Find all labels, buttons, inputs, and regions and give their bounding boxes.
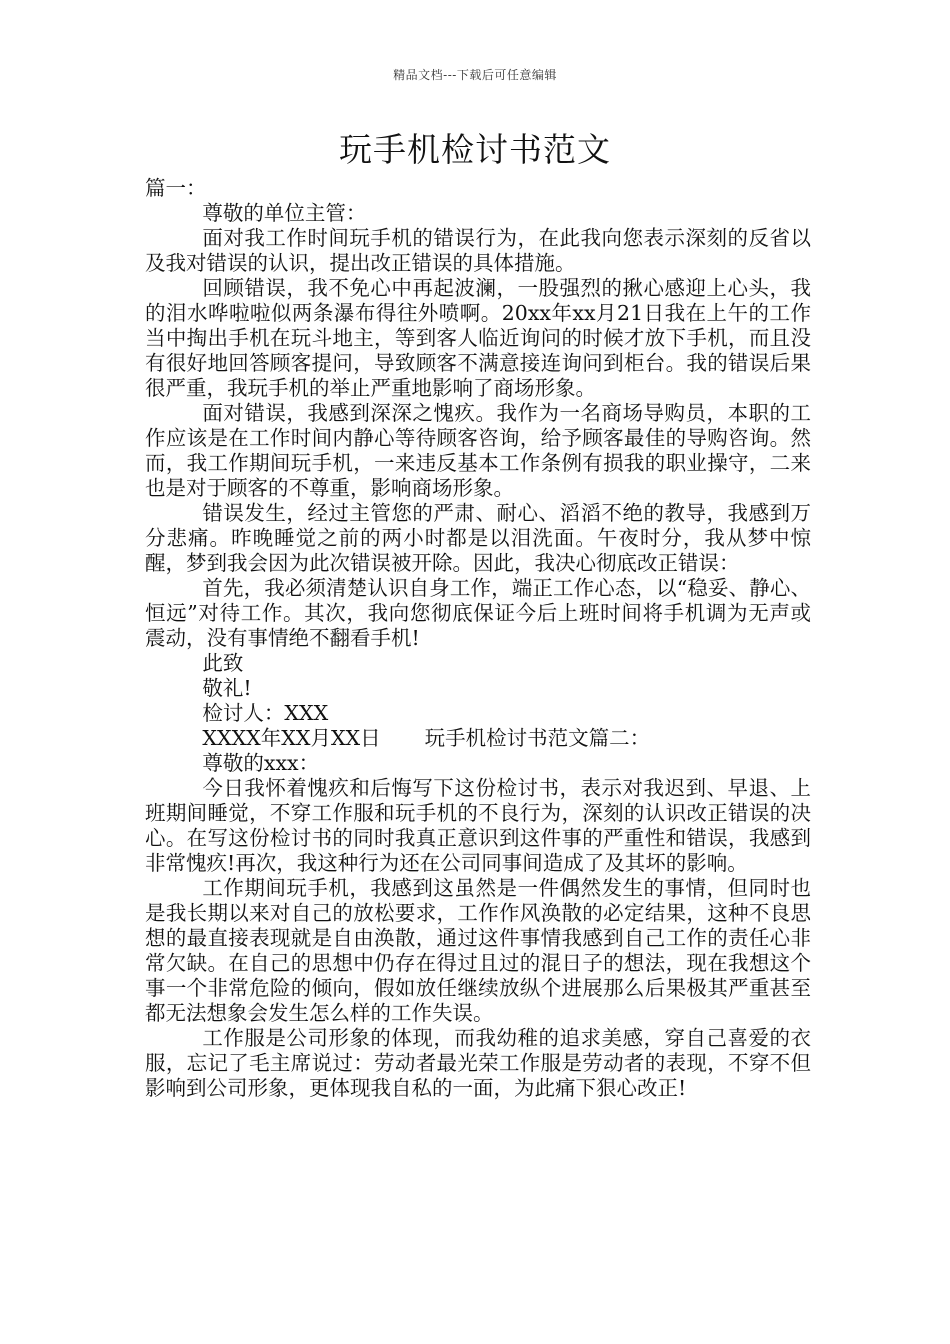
section-label: 篇一： <box>145 176 207 200</box>
closing-line: 此致 <box>202 651 244 675</box>
paragraph: 工作服是公司形象的体现，而我幼稚的追求美感，穿自己喜爱的衣服，忘记了毛主席说过：劳动者最光荣工作服是劳动者的表现，不穿不但影响到公司形象，更体现我自私的一面，为此痛下狠心改正! <box>145 1026 811 1100</box>
paragraph: 首先，我必须清楚认识自身工作，端正工作心态，以“稳妥、静心、恒远”对待工作。其次，我向您彻底保证今后上班时间将手机调为无声或震动，没有事情绝不翻看手机! <box>145 576 811 650</box>
paragraph: 工作期间玩手机，我感到这虽然是一件偶然发生的事情，但同时也是我长期以来对自己的放松要求，工作作风涣散的必定结果，这种不良思想的最直接表现就是自由涣散，通过这件事情我感到自己工作的责任心非常欠缺。在自己的思想中仍存在得过且过的混日子的想法，现在我想这个事一个非常危险的倾向，假如放任继续放纵个进展那么后果极其严重甚至都无法想象会发生怎么样的工作失误。 <box>145 876 811 1025</box>
closing-line: 敬礼! <box>202 676 252 700</box>
date: XXXX年XX月XX日 <box>202 726 381 750</box>
page-title: 玩手机检讨书范文 <box>339 130 611 169</box>
signer-line: 检讨人：XXX <box>202 701 329 725</box>
header-note: 精品文档---下载后可任意编辑 <box>393 68 557 82</box>
paragraph: 面对错误，我感到深深之愧疚。我作为一名商场导购员，本职的工作应该是在工作时间内静心等待顾客咨询，给予顾客最佳的导购咨询。然而，我工作期间玩手机，一来违反基本工作条例有损我的职业操守，二来也是对于顾客的不尊重，影响商场形象。 <box>145 401 811 500</box>
paragraph: 今日我怀着愧疚和后悔写下这份检讨书，表示对我迟到、早退、上班期间睡觉，不穿工作服和玩手机的不良行为，深刻的认识改正错误的决心。在写这份检讨书的同时我真正意识到这件事的严重性和错误，我感到非常愧疚!再次，我这种行为还在公司同事间造成了及其坏的影响。 <box>145 776 811 875</box>
salutation: 尊敬的单位主管： <box>202 201 367 225</box>
document-body <box>145 176 811 1101</box>
salutation: 尊敬的xxx： <box>202 751 320 775</box>
paragraph: 错误发生，经过主管您的严肃、耐心、滔滔不绝的教导，我感到万分悲痛。昨晚睡觉之前的两小时都是以泪洗面。午夜时分，我从梦中惊醒，梦到我会因为此次错误被开除。因此，我决心彻底改正错误： <box>145 501 811 575</box>
date-line <box>145 726 811 751</box>
section-heading: 玩手机检讨书范文篇二： <box>424 726 651 750</box>
paragraph: 回顾错误，我不免心中再起波澜，一股强烈的揪心感迎上心头，我的泪水哗啦啦似两条瀑布得往外喷啊。20xx年xx月21日我在上午的工作当中掏出手机在玩斗地主，等到客人临近询问的时候才放下手机，而且没有很好地回答顾客提问，导致顾客不满意接连询问到柜台。我的错误后果很严重，我玩手机的举止严重地影响了商场形象。 <box>145 276 811 400</box>
paragraph: 面对我工作时间玩手机的错误行为，在此我向您表示深刻的反省以及我对错误的认识，提出改正错误的具体措施。 <box>145 226 811 275</box>
